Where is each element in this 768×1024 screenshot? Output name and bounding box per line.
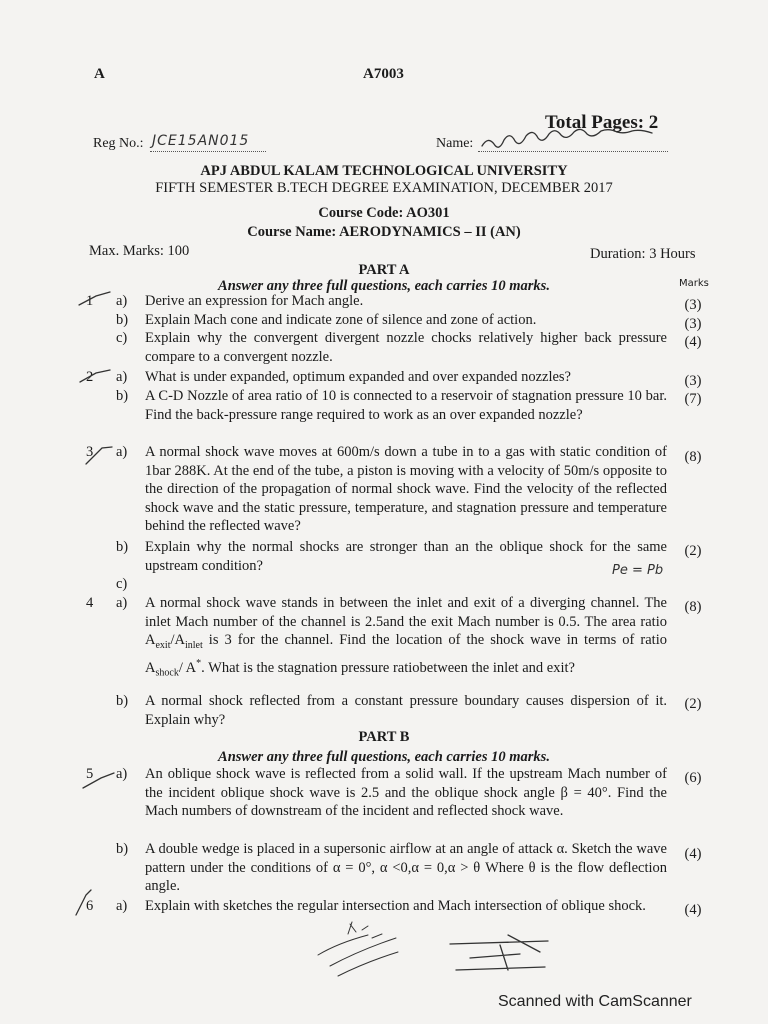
- sketch-lines: [318, 935, 398, 976]
- q3b-label: b): [116, 539, 129, 555]
- q1c-marks: (4): [684, 334, 702, 350]
- q1b-label: b): [116, 312, 129, 328]
- university-name: APJ ABDUL KALAM TECHNOLOGICAL UNIVERSITY: [200, 163, 568, 179]
- q3a-marks: (8): [684, 449, 702, 465]
- question-number-2: 2: [86, 369, 94, 385]
- name-label: Name:: [436, 136, 474, 151]
- part-b-instruction: Answer any three full questions, each carries 10 marks.: [218, 749, 550, 765]
- question-number-5: 5: [86, 766, 94, 782]
- q5a-text: An oblique shock wave is reflected from a solid wall. If the upstream Mach number of the incident oblique shock wave is 2.5 and the oblique shock angle β = 40°. Find the Mach numbers of downstream of the incident and reflected shock wave.: [145, 766, 667, 819]
- q3b-text: Explain why the normal shocks are stronger than an the oblique shock for the same upstream condition?: [145, 539, 667, 574]
- reg-label: Reg No.:: [93, 136, 144, 151]
- q2b-label: b): [116, 388, 129, 404]
- q2a-marks: (3): [684, 373, 702, 389]
- q2b-text: A C-D Nozzle of area ratio of 10 is connected to a reservoir of stagnation pressure 10 bar. Find the back-pressure range required to work as an over expanded nozzle?: [145, 388, 667, 423]
- q1c-text: Explain why the convergent divergent nozzle chocks relatively higher back pressure compare to a convergent nozzle.: [145, 330, 667, 365]
- q1c-label: c): [116, 330, 128, 346]
- q4b-label: b): [116, 693, 129, 709]
- scanner-watermark: Scanned with CamScanner: [498, 993, 692, 1010]
- q5b-marks: (4): [684, 846, 702, 862]
- q1a-marks: (3): [684, 297, 702, 313]
- part-a-instruction: Answer any three full questions, each carries 10 marks.: [218, 278, 550, 294]
- q2b-marks: (7): [684, 391, 702, 407]
- handwritten-note: Pe = Pb: [612, 563, 664, 578]
- paper-code: A7003: [363, 66, 404, 82]
- course-name: Course Name: AERODYNAMICS – II (AN): [247, 224, 521, 240]
- max-marks: Max. Marks: 100: [89, 243, 190, 259]
- question-number-3: 3: [86, 444, 94, 460]
- q5b-label: b): [116, 841, 129, 857]
- q4a-marks: (8): [684, 599, 702, 615]
- set-label: A: [94, 66, 105, 82]
- q5a-marks: (6): [684, 770, 702, 786]
- tick-mark-q6: [76, 890, 94, 915]
- question-number-6: 6: [86, 898, 94, 914]
- q5b-text: A double wedge is placed in a supersonic airflow at an angle of attack α. Sketch the wave pattern under the conditions of α = 0°, α <0,α = 0,α > θ Where θ is the flow deflection angle.: [145, 841, 667, 894]
- part-a-title: PART A: [358, 262, 410, 278]
- exam-title: FIFTH SEMESTER B.TECH DEGREE EXAMINATION, DECEMBER 2017: [155, 180, 613, 196]
- marks-header: Marks: [679, 278, 709, 289]
- q3a-label: a): [116, 444, 128, 460]
- q4b-text: A normal shock reflected from a constant pressure boundary causes dispersion of it. Explain why?: [145, 693, 667, 728]
- tick-mark-q3: [86, 447, 112, 464]
- q1a-text: Derive an expression for Mach angle.: [145, 293, 364, 309]
- question-number-1: 1: [86, 293, 94, 309]
- tick-mark-q5: [83, 773, 114, 788]
- q4a-text: A normal shock wave stands in between the inlet and exit of a diverging channel. The inlet Mach number of the channel is 2.5and the exit Mach number is 0.5. The area ratio $A_{exit}/A_{inlet}$ is 3 for the channel. Find the location of the shock wave in terms of ratio $A_{shock}/$ A*. What is the stagnation pressure ratiobetween the inlet and exit?: [145, 595, 667, 680]
- course-code: Course Code: AO301: [318, 205, 450, 221]
- tick-mark-q1: [79, 292, 110, 305]
- q5a-label: a): [116, 766, 128, 782]
- part-b-title: PART B: [358, 729, 410, 745]
- q3c-label: c): [116, 576, 128, 592]
- total-pages: Total Pages: 2: [545, 112, 659, 133]
- q1b-text: Explain Mach cone and indicate zone of silence and zone of action.: [145, 312, 537, 328]
- q3b-marks: (2): [684, 543, 702, 559]
- q2a-text: What is under expanded, optimum expanded and over expanded nozzles?: [145, 369, 571, 385]
- duration: Duration: 3 Hours: [590, 246, 696, 262]
- q4b-marks: (2): [684, 696, 702, 712]
- tick-mark-q2: [80, 370, 110, 382]
- q4a-label: a): [116, 595, 128, 611]
- q2a-label: a): [116, 369, 128, 385]
- q6a-label: a): [116, 898, 128, 914]
- question-number-4: 4: [86, 595, 94, 611]
- q3a-text: A normal shock wave moves at 600m/s down a tube in to a gas with static condition of 1bar 288K. At the end of the tube, a piston is moving with a velocity of 50m/s opposite to the direction of the propagation of normal shock wave. Find the velocity of the reflected shock wave and the static pressure, temperature, and stagnation pressure and temperature behind the reflected wave?: [145, 444, 667, 534]
- q6a-text: Explain with sketches the regular intersection and Mach intersection of oblique shock.: [145, 898, 646, 914]
- q1b-marks: (3): [684, 316, 702, 332]
- q6a-marks: (4): [684, 902, 702, 918]
- name-signature: [482, 129, 652, 147]
- reg-number: JCE15AN015: [152, 133, 250, 149]
- q1a-label: a): [116, 293, 128, 309]
- shock-sketch: [450, 935, 548, 970]
